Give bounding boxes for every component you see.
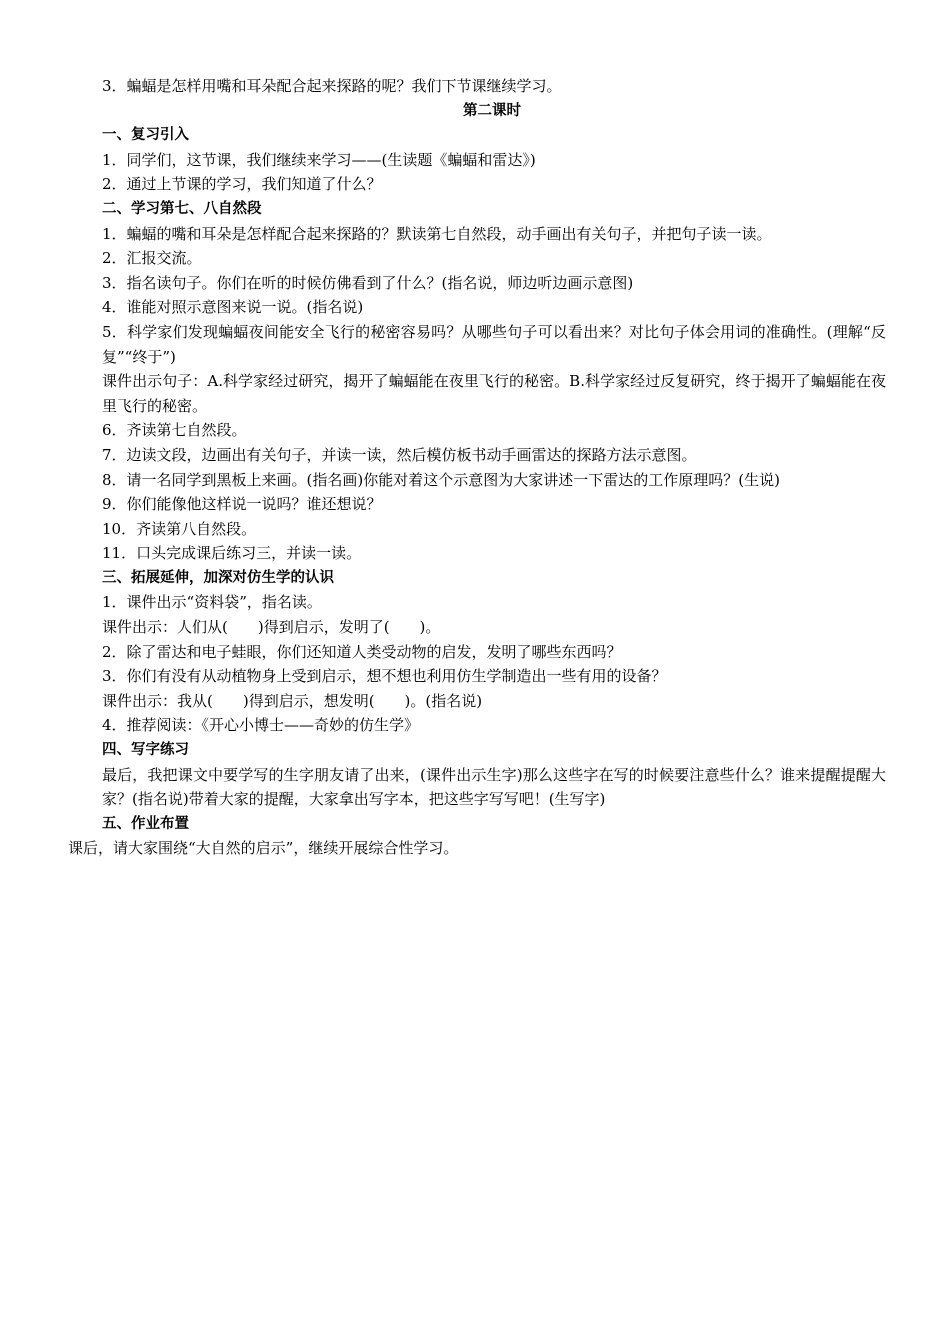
list-item-extension-1: 1．课件出示“资料袋”，指名读。 bbox=[102, 593, 322, 612]
courseware-prompt-1: 课件出示：人们从( )得到启示，发明了( )。 bbox=[102, 618, 441, 637]
list-item-study-2: 2．汇报交流。 bbox=[102, 249, 202, 268]
list-item-review-2: 2．通过上节课的学习，我们知道了什么？ bbox=[102, 175, 382, 194]
list-item-study-6: 6．齐读第七自然段。 bbox=[102, 421, 247, 440]
courseware-prompt-2: 课件出示：我从( )得到启示，想发明( )。(指名说) bbox=[102, 691, 483, 710]
list-item-study-4: 4．谁能对照示意图来说一说。(指名说) bbox=[102, 298, 364, 317]
list-item-extension-3: 3．你们有没有从动植物身上受到启示，想不想也利用仿生学制造出一些有用的设备？ bbox=[102, 667, 667, 686]
list-item-study-3: 3．指名读句子。你们在听的时候仿佛看到了什么？(指名说，师边听边画示意图) bbox=[102, 273, 634, 292]
heading-review-intro: 一、复习引入 bbox=[102, 127, 189, 144]
paragraph-writing-practice: 最后，我把课文中要学写的生字朋友请了出来，(课件出示生字)那么这些字在写的时候要注意些什么？谁来提醒提醒大家？(指名说)带着大家的提醒，大家拿出写字本，把这些字写写吧！(生写字) bbox=[102, 765, 886, 809]
document-body bbox=[68, 74, 886, 861]
heading-writing-practice: 四、写字练习 bbox=[102, 742, 189, 759]
paragraph-closing-question: 3．蝙蝠是怎样用嘴和耳朵配合起来探路的呢？我们下节课继续学习。 bbox=[102, 77, 562, 95]
list-item-study-10: 10．齐读第八自然段。 bbox=[102, 519, 257, 538]
list-item-study-1: 1．蝙蝠的嘴和耳朵是怎样配合起来探路的？默读第七自然段，动手画出有关句子，并把句子读一读。 bbox=[102, 224, 772, 243]
list-item-extension-2: 2．除了雷达和电子蛙眼，你们还知道人类受动物的启发，发明了哪些东西吗？ bbox=[102, 642, 622, 661]
paragraph-courseware-sentences: 课件出示句子：A.科学家经过研究，揭开了蝙蝠能在夜里飞行的秘密。B.科学家经过反复研究，终于揭开了蝙蝠能在夜里飞行的秘密。 bbox=[102, 372, 886, 415]
list-item-study-8: 8．请一名同学到黑板上来画。(指名画)你能对着这个示意图为大家讲述一下雷达的工作原理吗？(生说) bbox=[102, 470, 780, 489]
heading-extension: 三、拓展延伸，加深对仿生学的认识 bbox=[102, 569, 334, 586]
list-item-extension-4: 4．推荐阅读：《开心小博士——奇妙的仿生学》 bbox=[102, 716, 420, 735]
list-item-study-7: 7．边读文段，边画出有关句子，并读一读，然后模仿板书动手画雷达的探路方法示意图。 bbox=[102, 445, 697, 464]
heading-homework: 五、作业布置 bbox=[102, 815, 189, 832]
list-item-study-11: 11．口头完成课后练习三，并读一读。 bbox=[102, 544, 362, 563]
heading-study-paragraphs: 二、学习第七、八自然段 bbox=[102, 200, 262, 217]
list-item-study-9: 9．你们能像他这样说一说吗？谁还想说？ bbox=[102, 495, 382, 514]
paragraph-homework: 课后，请大家围绕“大自然的启示”，继续开展综合性学习。 bbox=[68, 839, 459, 858]
section-title-second-lesson: 第二课时 bbox=[463, 102, 521, 119]
list-item-review-1: 1．同学们，这节课，我们继续来学习——(生读题《蝙蝠和雷达》) bbox=[102, 150, 536, 169]
list-item-study-5: 5．科学家们发现蝙蝠夜间能安全飞行的秘密容易吗？从哪些句子可以看出来？对比句子体会用词的准确性。(理解“反复”“终于”) bbox=[102, 322, 886, 366]
